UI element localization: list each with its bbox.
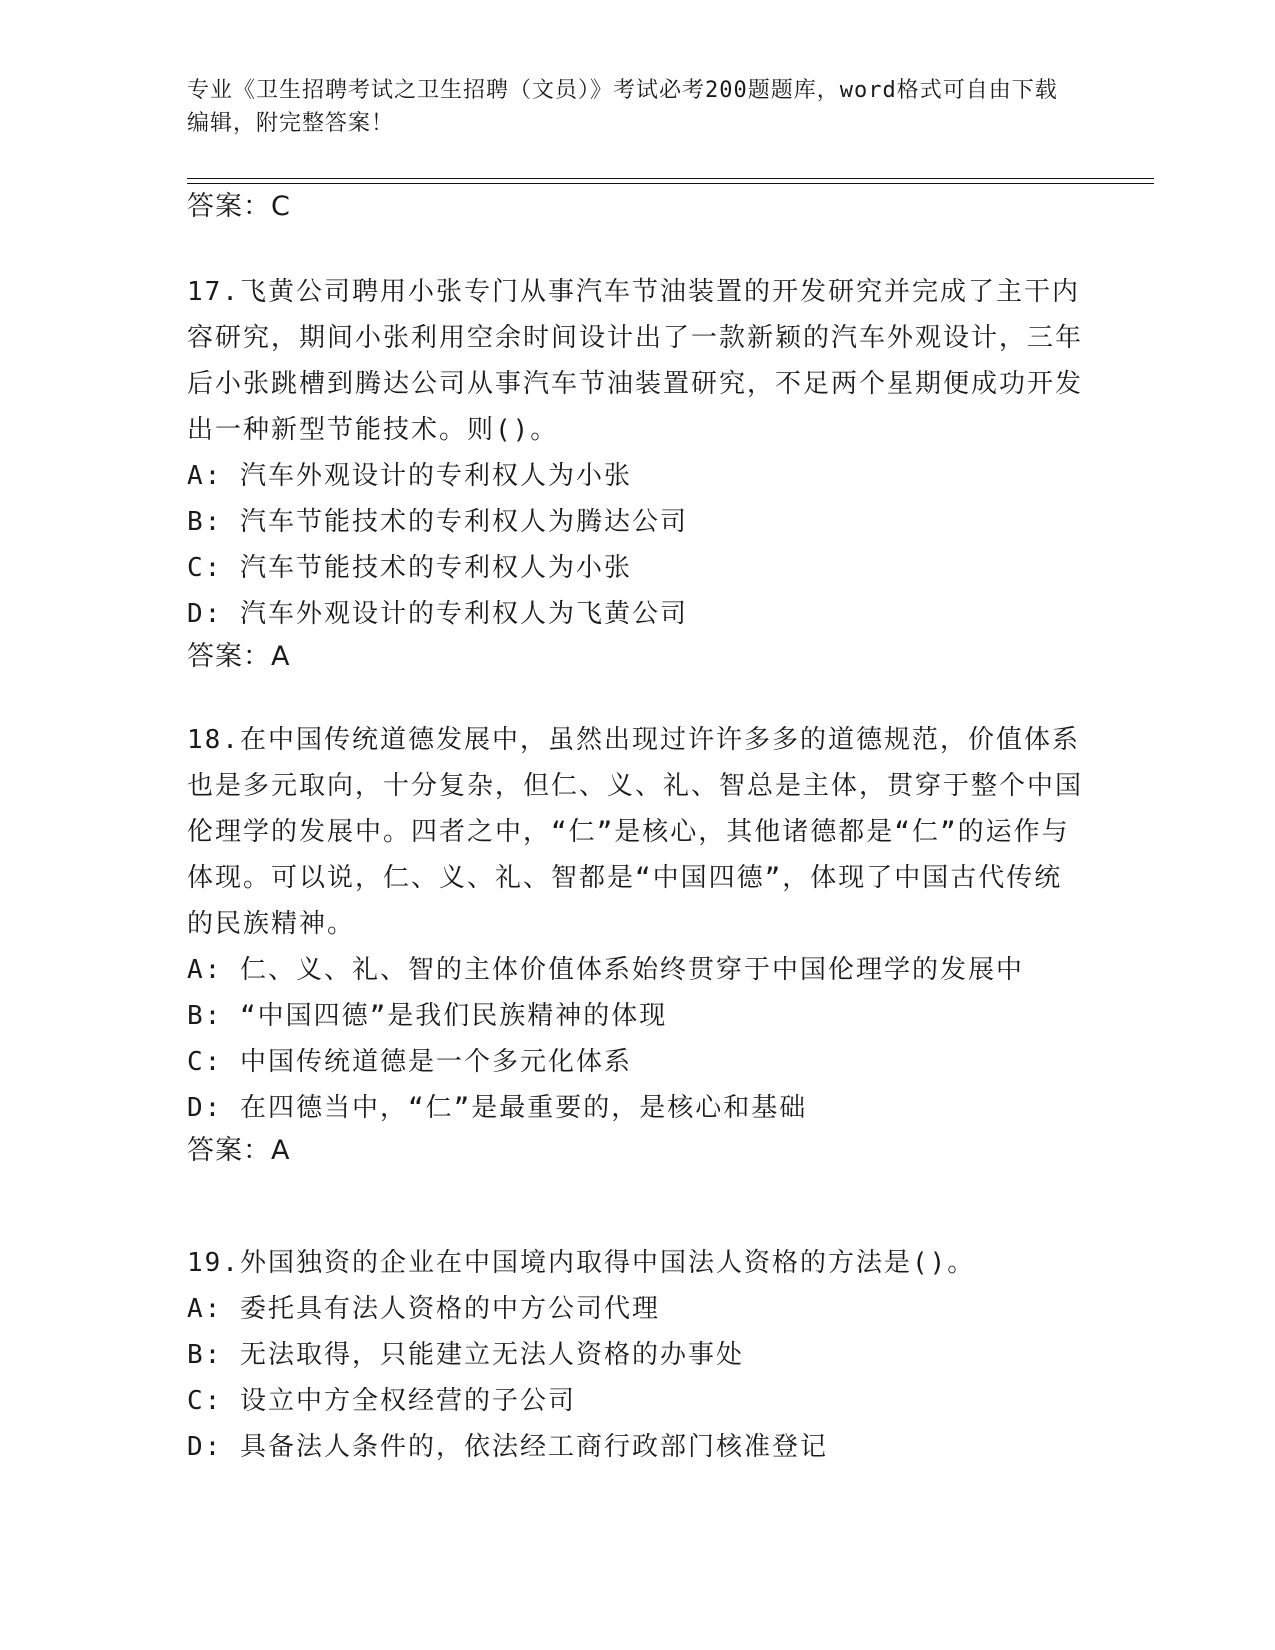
option-d: D: 汽车外观设计的专利权人为飞黄公司 (187, 599, 688, 629)
question-stem: 19.外国独资的企业在中国境内取得中国法人资格的方法是()。 (187, 1248, 976, 1278)
option-c: C: 汽车节能技术的专利权人为小张 (187, 553, 632, 583)
question-stem: 17.飞黄公司聘用小张专门从事汽车节油装置的开发研究并完成了主干内容研究，期间小张利用空余时间设计出了一款新颖的汽车外观设计，三年后小张跳槽到腾达公司从事汽车节油装置研究，不足两个星期便成功开发出一种新型节能技术。则()。 (187, 277, 1084, 445)
option-a: A: 仁、义、礼、智的主体价值体系始终贯穿于中国伦理学的发展中 (187, 955, 1024, 985)
header-rule-top (187, 178, 1154, 179)
question-block (187, 717, 1087, 1171)
question-answer: 答案：A (187, 641, 291, 672)
question-block (187, 187, 1087, 677)
option-b: B: 汽车节能技术的专利权人为腾达公司 (187, 507, 688, 537)
option-d: D: 在四德当中，“仁”是最重要的，是核心和基础 (187, 1093, 808, 1123)
option-d: D: 具备法人条件的，依法经工商行政部门核准登记 (187, 1432, 828, 1462)
question-stem: 18.在中国传统道德发展中，虽然出现过许许多多的道德规范，价值体系也是多元取向，十分复杂，但仁、义、礼、智总是主体，贯穿于整个中国伦理学的发展中。四者之中，“仁”是核心，其他诸德都是“仁”的运作与体现。可以说，仁、义、礼、智都是“中国四德”，体现了中国古代传统的民族精神。 (187, 725, 1084, 939)
option-c: C: 中国传统道德是一个多元化体系 (187, 1047, 632, 1077)
option-c: C: 设立中方全权经营的子公司 (187, 1386, 576, 1416)
previous-answer: 答案：C (187, 191, 291, 222)
question-answer: 答案：A (187, 1135, 291, 1166)
option-a: A: 汽车外观设计的专利权人为小张 (187, 461, 632, 491)
option-b: B: 无法取得，只能建立无法人资格的办事处 (187, 1340, 744, 1370)
header-rule-bottom (187, 183, 1154, 184)
page-header: 专业《卫生招聘考试之卫生招聘（文员）》考试必考200题题库，word格式可自由下载编辑，附完整答案！ (187, 78, 1058, 136)
option-a: A: 委托具有法人资格的中方公司代理 (187, 1294, 660, 1324)
option-b: B: “中国四德”是我们民族精神的体现 (187, 1001, 668, 1031)
question-block (187, 1240, 1087, 1470)
